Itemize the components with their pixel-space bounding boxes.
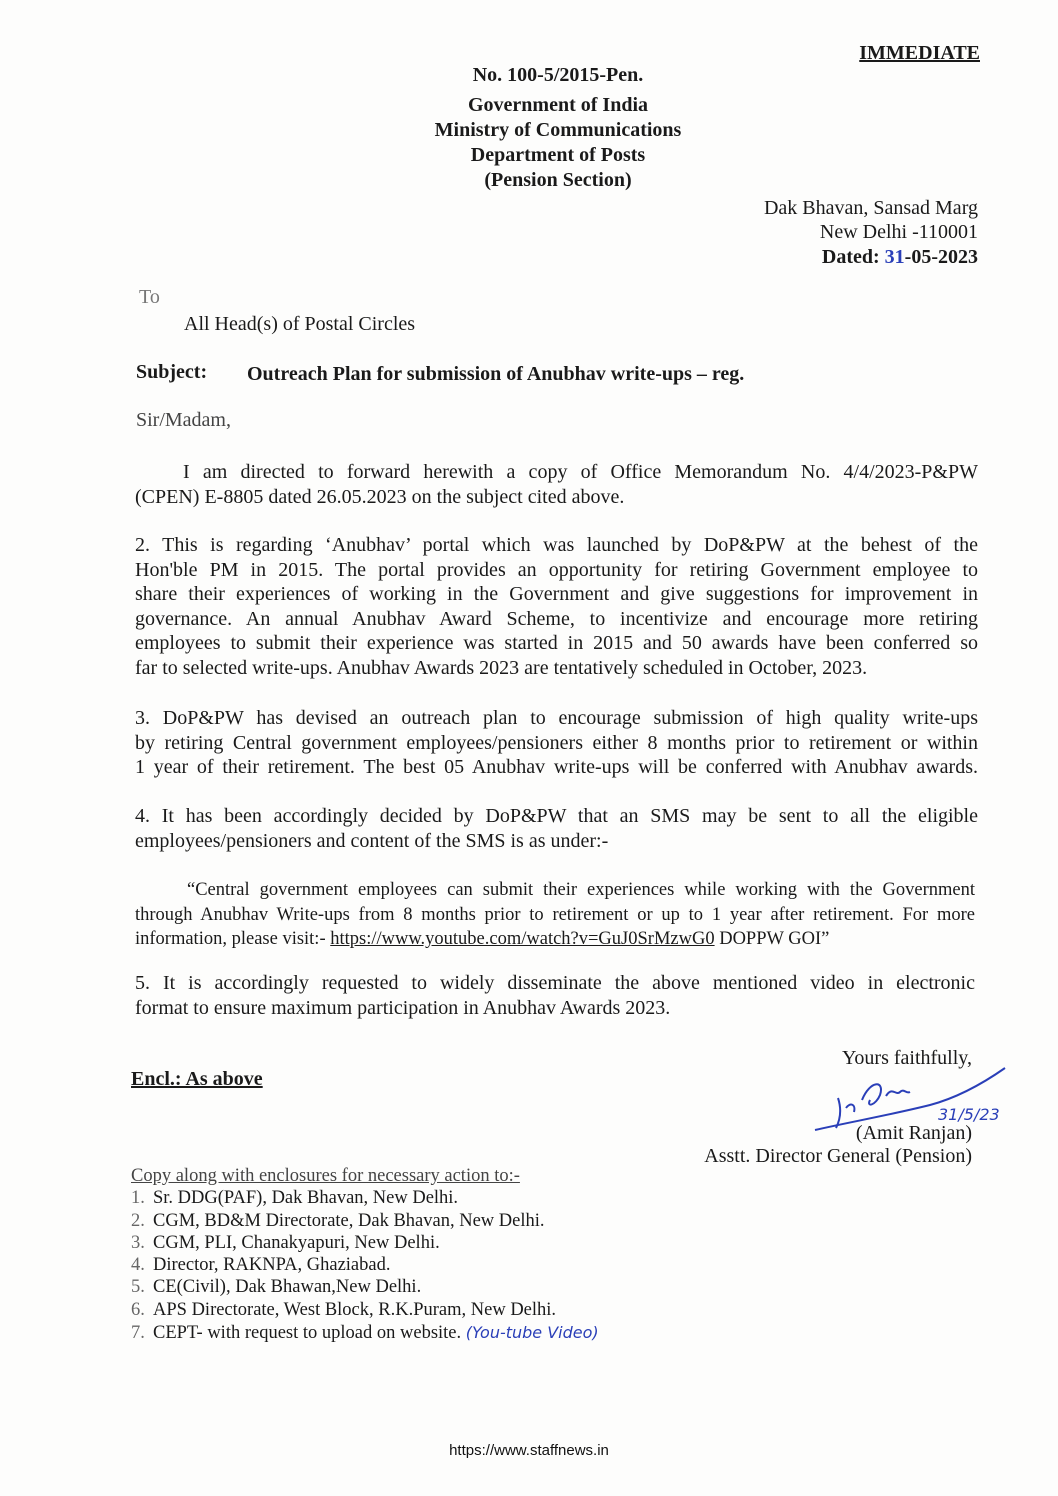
paragraph-line: far to selected write-ups. Anubhav Awards 2023 are tentatively scheduled in October, 2023. bbox=[135, 656, 868, 679]
list-item bbox=[131, 1323, 599, 1344]
list-number: 7. bbox=[131, 1323, 145, 1343]
paragraph-line: share their experiences of working in the Government and give suggestions for improvement in bbox=[135, 583, 978, 606]
list-item bbox=[131, 1211, 545, 1232]
paragraph-line: I am directed to forward herewith a copy of Office Memorandum No. 4/4/2023-P&PW bbox=[183, 461, 978, 483]
subject-label: Subject: bbox=[136, 361, 208, 383]
list-item bbox=[131, 1300, 556, 1321]
paragraph-line: 1 year of their retirement. The best 05 Anubhav write-ups will be conferred with Anubhav awards. bbox=[135, 756, 978, 779]
copy-heading: Copy along with enclosures for necessary action to:- bbox=[131, 1166, 520, 1186]
to-label: To bbox=[139, 286, 160, 308]
paragraph-4 bbox=[135, 804, 978, 853]
immediate-label: IMMEDIATE bbox=[859, 42, 980, 64]
list-number: 1. bbox=[131, 1188, 145, 1208]
list-text: CEPT- with request to upload on website. bbox=[153, 1323, 462, 1343]
footer-url: https://www.staffnews.in bbox=[449, 1442, 609, 1459]
salutation: Sir/Madam, bbox=[136, 409, 231, 431]
list-text: APS Directorate, West Block, R.K.Puram, New Delhi. bbox=[153, 1300, 557, 1320]
paragraph-line: by retiring Central government employees/pensioners either 8 months prior to retirement or within bbox=[135, 731, 978, 754]
date-label: Dated: bbox=[821, 246, 880, 268]
quote-line bbox=[135, 927, 975, 952]
sms-quote bbox=[135, 878, 975, 952]
paragraph-line: format to ensure maximum participation in Anubhav Awards 2023. bbox=[135, 996, 671, 1019]
enclosure-note: Encl.: As above bbox=[131, 1068, 263, 1090]
file-number: No. 100-5/2015-Pen. bbox=[472, 64, 644, 86]
list-text: CE(Civil), Dak Bhawan,New Delhi. bbox=[153, 1277, 422, 1297]
list-item bbox=[131, 1233, 440, 1254]
header-department: Department of Posts bbox=[470, 144, 646, 166]
signatory-name: (Amit Ranjan) bbox=[855, 1122, 972, 1144]
paragraph-line: employees/pensioners and content of the SMS is as under:- bbox=[135, 829, 609, 852]
paragraph-3 bbox=[135, 706, 978, 780]
paragraph-line: 2. This is regarding ‘Anubhav’ portal which was launched by DoP&PW at the behest of the bbox=[135, 534, 978, 556]
paragraph-5 bbox=[135, 971, 975, 1020]
paragraph-line: 4. It has been accordingly decided by DoP&PW that an SMS may be sent to all the eligible bbox=[135, 805, 978, 827]
date-day-handwritten: 31 bbox=[884, 246, 905, 268]
list-number: 5. bbox=[131, 1277, 145, 1297]
signatory-title: Asstt. Director General (Pension) bbox=[704, 1145, 972, 1167]
list-item bbox=[131, 1277, 421, 1298]
subject-text: Outreach Plan for submission of Anubhav write-ups – reg. bbox=[247, 363, 745, 385]
paragraph-line: (CPEN) E-8805 dated 26.05.2023 on the subject cited above. bbox=[135, 485, 625, 508]
header-ministry: Ministry of Communications bbox=[434, 119, 682, 141]
list-number: 3. bbox=[131, 1233, 145, 1253]
list-number: 6. bbox=[131, 1300, 145, 1320]
paragraph-2 bbox=[135, 533, 978, 681]
header-government: Government of India bbox=[468, 94, 648, 116]
paragraph-line: governance. An annual Anubhav Award Scheme, to incentivize and encourage more retiring bbox=[135, 607, 978, 630]
paragraph-1 bbox=[135, 460, 978, 509]
list-item bbox=[131, 1255, 390, 1276]
closing: Yours faithfully, bbox=[841, 1047, 972, 1069]
list-text: Director, RAKNPA, Ghaziabad. bbox=[153, 1255, 391, 1275]
address-line2: New Delhi -110001 bbox=[819, 221, 978, 243]
list-item bbox=[131, 1188, 458, 1209]
paragraph-line: 3. DoP&PW has devised an outreach plan to encourage submission of high quality write-ups bbox=[135, 707, 978, 729]
handwritten-note: (You-tube Video) bbox=[465, 1323, 599, 1342]
date-rest: -05-2023 bbox=[904, 246, 978, 268]
list-number: 4. bbox=[131, 1255, 145, 1275]
quote-line: through Anubhav Write-ups from 8 months prior to retirement or up to 1 year after retirement. For more bbox=[135, 904, 975, 925]
header-section: (Pension Section) bbox=[484, 169, 632, 191]
recipient: All Head(s) of Postal Circles bbox=[184, 313, 416, 335]
list-text: Sr. DDG(PAF), Dak Bhavan, New Delhi. bbox=[153, 1188, 459, 1208]
list-text: CGM, PLI, Chanakyapuri, New Delhi. bbox=[153, 1233, 440, 1253]
paragraph-line: Hon'ble PM in 2015. The portal provides an opportunity for retiring Government employee to bbox=[135, 558, 978, 581]
paragraph-line: 5. It is accordingly requested to widely disseminate the above mentioned video in electronic bbox=[135, 972, 975, 994]
youtube-link[interactable]: https://www.youtube.com/watch?v=GuJ0SrMzwG0 bbox=[330, 929, 715, 950]
quote-suffix: DOPPW GOI” bbox=[714, 929, 830, 950]
quote-line: “Central government employees can submit their experiences while working with the Government bbox=[187, 880, 975, 900]
address-line1: Dak Bhavan, Sansad Marg bbox=[763, 197, 978, 219]
signature-date: 31/5/23 bbox=[938, 1105, 1000, 1124]
paragraph-line: employees to submit their experience was started in 2015 and 50 awards have been conferred so bbox=[135, 632, 978, 655]
list-number: 2. bbox=[131, 1211, 145, 1231]
list-text: CGM, BD&M Directorate, Dak Bhavan, New Delhi. bbox=[153, 1211, 545, 1231]
quote-prefix: information, please visit:- bbox=[135, 929, 331, 950]
date-line bbox=[822, 246, 978, 269]
